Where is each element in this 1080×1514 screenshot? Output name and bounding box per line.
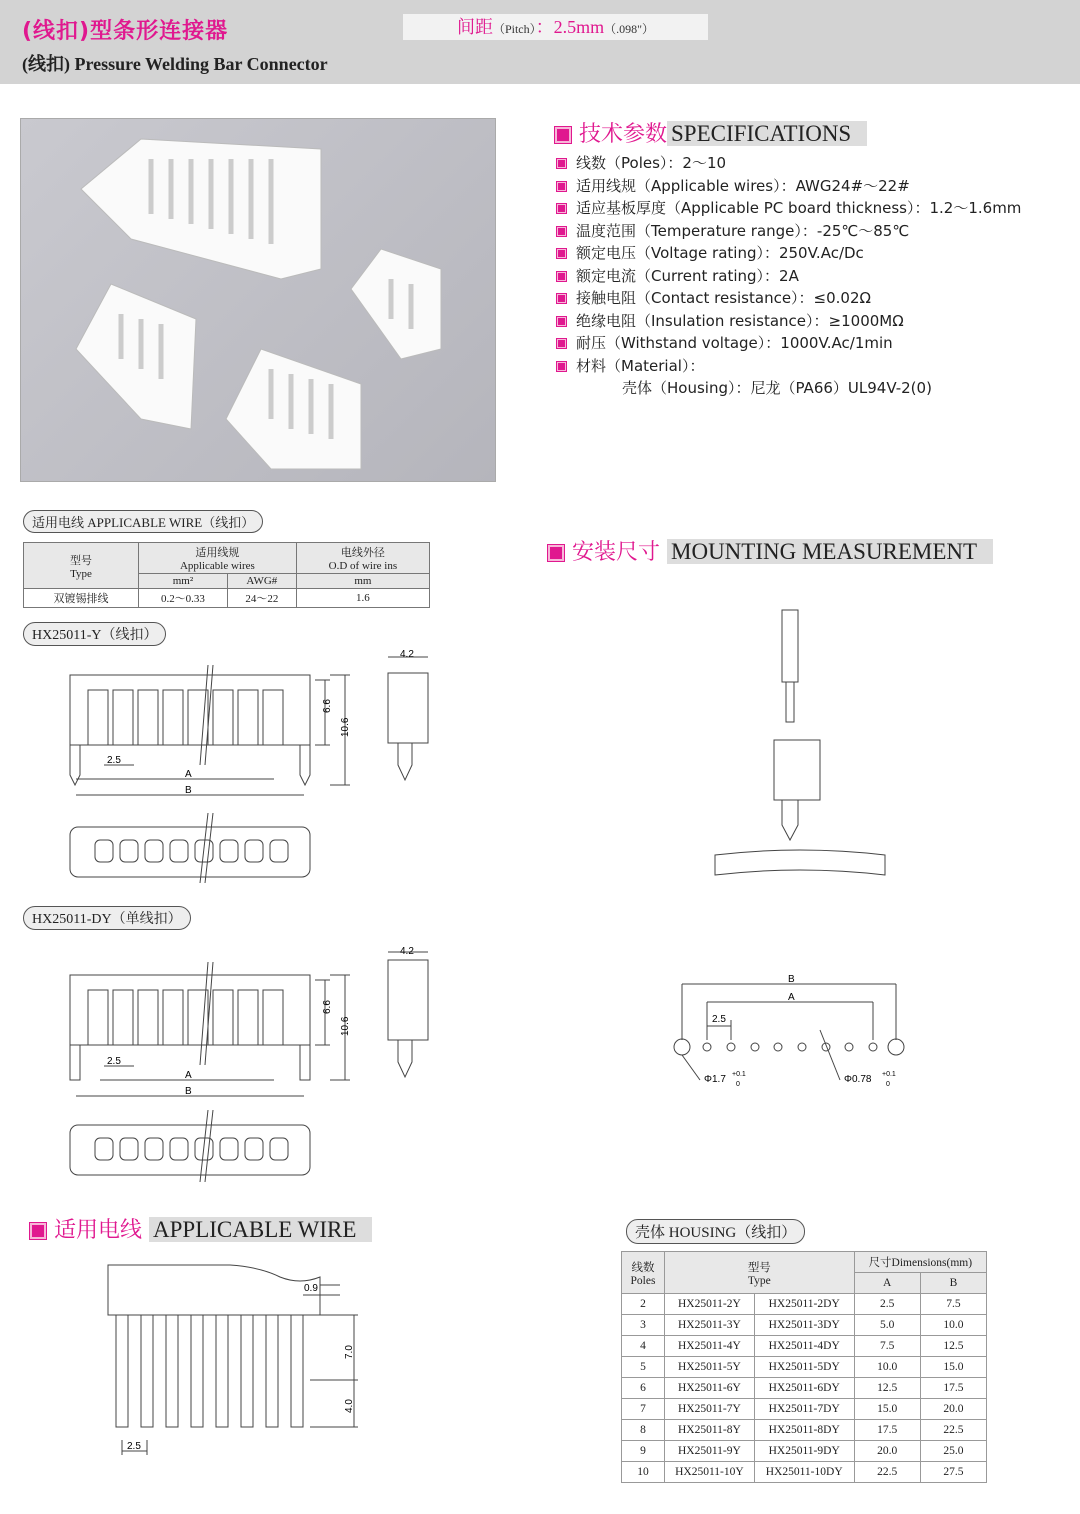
dim-66-label: 6.6 <box>322 699 333 713</box>
spec-item: 材料（Material）： <box>557 355 1021 378</box>
spec-item: 适用线规（Applicable wires）：AWG24#～22# <box>557 175 1021 198</box>
mounting-footprint <box>660 970 920 1100</box>
dim-106-label: 10.6 <box>340 717 351 737</box>
pitch-colon: ： <box>535 17 554 37</box>
hole-small-tol-plus: +0.1 <box>882 1071 896 1078</box>
bullet-icon <box>557 204 566 213</box>
bullet-icon <box>557 249 566 258</box>
bullet-square-icon <box>30 1223 46 1239</box>
spec-item: 适应基板厚度（Applicable PC board thickness）：1.2～1.6mm <box>557 197 1021 220</box>
drawing-hx25011-dy <box>40 940 460 1190</box>
pitch-box <box>403 14 708 40</box>
dim-66-label: 6.6 <box>322 1000 333 1014</box>
bullet-icon <box>557 317 566 326</box>
bullet-icon <box>557 339 566 348</box>
dim-25-label: 2.5 <box>107 1056 121 1067</box>
dim-42-label: 4.2 <box>400 649 414 660</box>
drawing-y-label: HX25011-Y（线扣） <box>23 622 166 646</box>
product-photo <box>20 118 496 482</box>
mounting-title-cn: 安装尺寸 <box>572 540 661 565</box>
table-row: 2 HX25011-2Y HX25011-2DY 2.5 7.5 <box>622 1294 987 1315</box>
pitch-cn: 间距 <box>456 17 493 37</box>
wt-sub-mm2: mm² <box>139 574 228 589</box>
table-row: 5 HX25011-5Y HX25011-5DY 10.0 15.0 <box>622 1357 987 1378</box>
housing-label: 壳体 HOUSING（线扣） <box>626 1219 805 1244</box>
dim-b-label: B <box>185 1086 192 1097</box>
flat-cable-drawing <box>100 1255 370 1475</box>
applicable-wire-title-cn: 适用电线 <box>54 1218 143 1243</box>
housing-table <box>621 1251 987 1483</box>
pitch-label: （Pitch） <box>492 22 536 36</box>
hole-big-label: Φ1.7 <box>704 1074 726 1085</box>
mounting-title <box>548 535 993 566</box>
ht-h-poles: 线数 Poles <box>622 1252 665 1294</box>
hole-small-tol-zero: 0 <box>886 1081 890 1088</box>
spec-title-en: SPECIFICATIONS <box>667 121 867 146</box>
wt-h-wires: 适用线规 Applicable wires <box>139 543 297 574</box>
pitch-inch: （.098"） <box>604 22 655 36</box>
drawing-hx25011-y <box>40 645 460 895</box>
table-row: 双镀锡排线 0.2～0.33 24～22 1.6 <box>24 589 430 608</box>
table-row: 9 HX25011-9Y HX25011-9DY 20.0 25.0 <box>622 1441 987 1462</box>
wt-h-od: 电线外径 O.D of wire ins <box>296 543 429 574</box>
dim-b-label: B <box>185 785 192 796</box>
spec-item: 额定电压（Voltage rating）：250V.Ac/Dc <box>557 242 1021 265</box>
mounting-side-view <box>700 600 900 890</box>
page-title-en: (线扣) Pressure Welding Bar Connector <box>22 54 328 74</box>
mount-dim-b: B <box>788 974 795 985</box>
spec-item: 线数（Poles）：2～10 <box>557 152 1021 175</box>
hole-small-label: Φ0.78 <box>844 1074 872 1085</box>
spec-item: 温度范围（Temperature range）：-25℃～85℃ <box>557 220 1021 243</box>
spec-item: 绝缘电阻（Insulation resistance）：≥1000MΩ <box>557 310 1021 333</box>
dim-106-label: 10.6 <box>340 1016 351 1036</box>
wire-dim-25: 2.5 <box>127 1441 141 1452</box>
bullet-square-icon <box>548 545 564 561</box>
spec-title-cn: 技术参数 <box>579 122 668 147</box>
bullet-icon <box>557 159 566 168</box>
table-row: 10 HX25011-10Y HX25011-10DY 22.5 27.5 <box>622 1462 987 1483</box>
applicable-wire-table <box>23 542 430 608</box>
wt-sub-mm: mm <box>296 574 429 589</box>
connector-photo-illustration <box>21 119 495 481</box>
table-row: 4 HX25011-4Y HX25011-4DY 7.5 12.5 <box>622 1336 987 1357</box>
pitch-value: 2.5mm <box>553 17 605 37</box>
hole-big-tol-plus: +0.1 <box>732 1071 746 1078</box>
spec-list <box>557 152 1021 400</box>
ht-h-b: B <box>920 1273 986 1294</box>
hole-big-tol-zero: 0 <box>736 1081 740 1088</box>
bullet-icon <box>557 182 566 191</box>
table-row: 8 HX25011-8Y HX25011-8DY 17.5 22.5 <box>622 1420 987 1441</box>
table-row: 6 HX25011-6Y HX25011-6DY 12.5 17.5 <box>622 1378 987 1399</box>
bullet-square-icon <box>555 127 571 143</box>
spec-item: 额定电流（Current rating）：2A <box>557 265 1021 288</box>
ht-h-a: A <box>854 1273 920 1294</box>
wt-sub-awg: AWG# <box>227 574 296 589</box>
wt-h-type: 型号 Type <box>24 543 139 589</box>
dim-42-label: 4.2 <box>400 946 414 957</box>
dim-a-label: A <box>185 1070 192 1081</box>
applicable-wire-title-en: APPLICABLE WIRE <box>149 1217 372 1242</box>
dim-25-label: 2.5 <box>107 755 121 766</box>
page-title-cn: (线扣)型条形连接器 <box>22 19 229 44</box>
bullet-icon <box>557 227 566 236</box>
table-row: 7 HX25011-7Y HX25011-7DY 15.0 20.0 <box>622 1399 987 1420</box>
mounting-title-en: MOUNTING MEASUREMENT <box>667 539 993 564</box>
bullet-icon <box>557 362 566 371</box>
applicable-wire-title <box>30 1213 372 1244</box>
spec-item: 耐压（Withstand voltage）：1000V.Ac/1min <box>557 332 1021 355</box>
applicable-wire-label: 适用电线 APPLICABLE WIRE（线扣） <box>23 510 263 533</box>
wire-dim-40: 4.0 <box>344 1399 355 1413</box>
drawing-dy-label: HX25011-DY（单线扣） <box>23 906 191 930</box>
wire-dim-70: 7.0 <box>344 1345 355 1359</box>
ht-h-type: 型号 Type <box>665 1252 855 1294</box>
spec-housing: 壳体（Housing）：尼龙（PA66）UL94V-2(0) <box>622 379 932 397</box>
bullet-icon <box>557 294 566 303</box>
mount-dim-25: 2.5 <box>712 1014 726 1025</box>
wire-dim-09: 0.9 <box>304 1283 318 1294</box>
spec-title <box>555 117 867 148</box>
mount-dim-a: A <box>788 992 795 1003</box>
dim-a-label: A <box>185 769 192 780</box>
ht-h-dim: 尺寸Dimensions(mm) <box>854 1252 986 1273</box>
bullet-icon <box>557 272 566 281</box>
spec-item: 接触电阻（Contact resistance）：≤0.02Ω <box>557 287 1021 310</box>
table-row: 3 HX25011-3Y HX25011-3DY 5.0 10.0 <box>622 1315 987 1336</box>
